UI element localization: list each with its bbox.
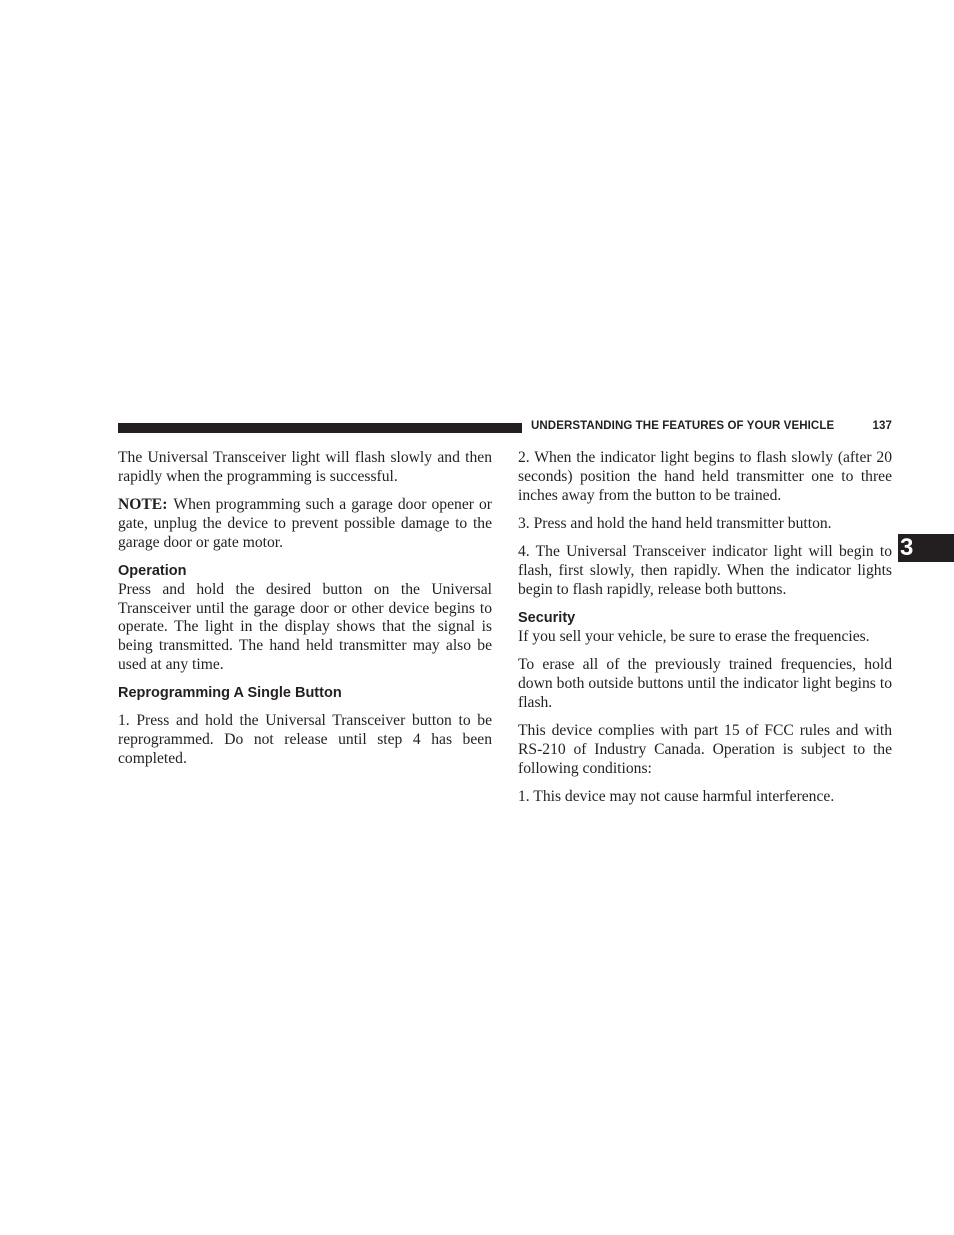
page-number: 137 [872,420,892,432]
note-label: NOTE: [118,496,168,514]
intro-paragraph: The Universal Transceiver light will flash slowly and then rapidly when the programming is successful. [118,449,492,485]
note-text: When programming such a garage door opener or gate, unplug the device to prevent possible damage to the garage door or gate motor. [118,496,492,551]
right-column [518,449,892,816]
operation-heading: Operation [118,562,187,579]
security-paragraph: If you sell your vehicle, be sure to erase the frequencies. [518,627,870,645]
reprogramming-heading: Reprogramming A Single Button [118,685,342,702]
step-1: 1. Press and hold the Universal Transceiver button to be reprogrammed. Do not release until step 4 has been completed. [118,712,492,767]
section-title: UNDERSTANDING THE FEATURES OF YOUR VEHICLE [531,420,835,432]
security-heading: Security [518,610,576,627]
erase-paragraph: To erase all of the previously trained frequencies, hold down both outside buttons until the indicator light begins to flash. [518,656,892,711]
operation-paragraph: Press and hold the desired button on the Universal Transceiver until the garage door or other device begins to operate. The light in the display shows that the signal is being transmitted. The hand held transmitter may also be used at any time. [118,580,492,673]
fcc-paragraph: This device complies with part 15 of FCC rules and with RS-210 of Industry Canada. Operation is subject to the following conditions: [518,722,892,777]
step-4: 4. The Universal Transceiver indicator light will begin to flash, first slowly, then rapidly. When the indicator lights begin to flash rapidly, release both buttons. [518,543,892,598]
condition-1: 1. This device may not cause harmful interference. [518,787,835,805]
note-paragraph [118,496,492,552]
step-2: 2. When the indicator light begins to flash slowly (after 20 seconds) position the hand held transmitter one to three inches away from the button to be trained. [518,449,892,504]
step-3: 3. Press and hold the hand held transmitter button. [518,514,832,532]
left-column [118,449,492,778]
chapter-tab: 3 [898,534,954,562]
header-rule [118,423,522,433]
running-header [531,420,892,432]
